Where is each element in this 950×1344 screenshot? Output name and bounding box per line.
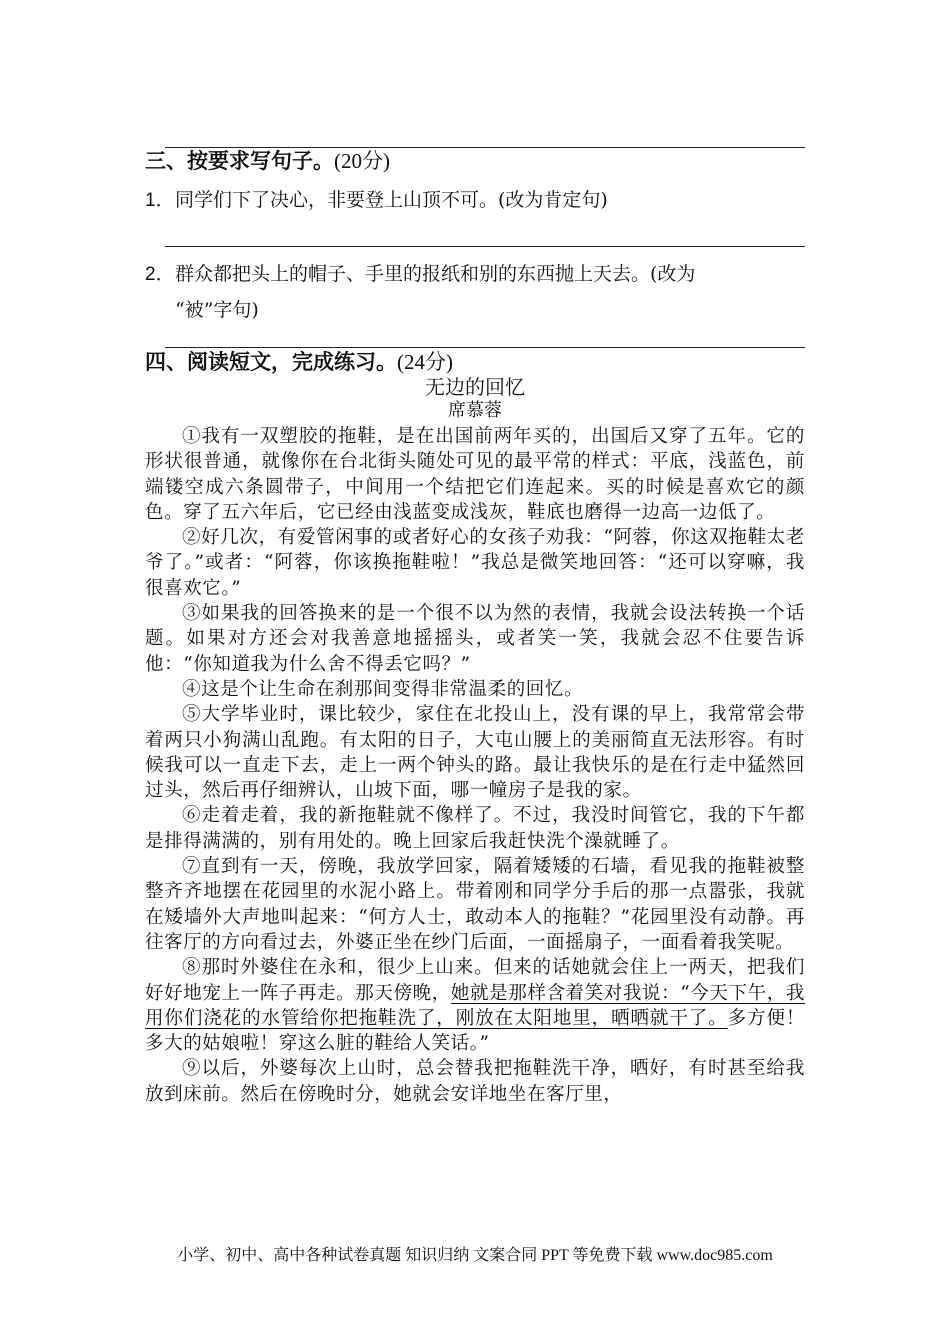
question-1: [145, 186, 608, 215]
paragraph-1: ①我有一双塑胶的拖鞋，是在出国前两年买的，出国后又穿了五年。它的形状很普通，就像你在台北街头随处可见的最平常的样式：平底，浅蓝色，前端镂空成六条圆带子，中间用一个结把它们连起来。买的时候是喜欢它的颜色。穿了五六年后，它已经由浅蓝变成浅灰，鞋底也磨得一边高一边低了。: [145, 426, 805, 523]
question-2-number: 2．: [145, 264, 175, 285]
paragraph-8-underlined-sentence: 她就是那样含着笑对我说：“今天下午，我用你们浇花的水管给你把拖鞋洗了，刚放在太阳地里，晒晒就干了。: [145, 982, 805, 1029]
paragraph-8: [145, 955, 805, 1056]
section-3-heading-text: 三、按要求写句子。: [145, 149, 334, 173]
paragraph-8-text-before: ⑧那时外婆住在永和，很少上山来。但来的话她就会住上一两天，把我们好好地宠上一阵子再走。那天傍晚，: [145, 957, 805, 1004]
section-4-score: (24分): [397, 350, 453, 374]
paragraph-6: ⑥走着走着，我的新拖鞋就不像样了。不过，我没时间管它，我的下午都是排得满满的，别有用处的。晚上回家后我赶快洗个澡就睡了。: [145, 805, 805, 852]
paragraph-7: ⑦直到有一天，傍晚，我放学回家，隔着矮矮的石墙，看见我的拖鞋被整整齐齐地摆在花园里的水泥小路上。带着刚和同学分手后的那一点嚣张，我就在矮墙外大声地叫起来：“何方人士，敢动本人的拖鞋？”花园里没有动静。再往客厅的方向看过去，外婆正坐在纱门后面，一面摇扇子，一面看着我笑呢。: [145, 856, 805, 953]
section-3-score: (20分): [334, 149, 390, 173]
section-4-heading: [145, 348, 453, 376]
section-3-heading: [145, 147, 390, 175]
paragraph-9: ⑨以后，外婆每次上山时，总会替我把拖鞋洗干净，晒好，有时甚至给我放到床前。然后在傍晚时分，她就会安详地坐在客厅里，: [145, 1058, 805, 1105]
passage-author: 席慕蓉: [448, 400, 502, 421]
question-1-text: 同学们下了决心，非要登上山顶不可。(改为肯定句): [175, 189, 608, 211]
question-1-number: 1．: [145, 190, 175, 211]
paragraph-5: ⑤大学毕业时，课比较少，家住在北投山上，没有课的早上，我常常会带着两只小狗满山乱跑。有太阳的日子，大屯山腰上的美丽简直无法形容。有时候我可以一直走下去，走上一两个钟头的路。最让我快乐的是在行走中猛然回过头，然后再仔细辨认，山坡下面，哪一幢房子是我的家。: [145, 704, 805, 802]
page-footer: 小学、初中、高中各种试卷真题 知识归纳 文案合同 PPT 等免费下载 www.doc985.com: [177, 1247, 773, 1264]
passage-body: [145, 424, 805, 1107]
paragraph-4: ④这是个让生命在刹那间变得非常温柔的回忆。: [182, 678, 584, 700]
paragraph-3: ③如果我的回答换来的是一个很不以为然的表情，我就会设法转换一个话题。如果对方还会对我善意地摇摇头，或者笑一笑，我就会忍不住要告诉他：“你知道我为什么舍不得丢它吗？”: [145, 603, 805, 675]
answer-line-question-1: [165, 246, 805, 247]
paragraph-8-text-after: 多方便！多大的姑娘啦！穿这么脏的鞋给人笑话。”: [145, 1007, 805, 1055]
passage-title: 无边的回忆: [425, 375, 525, 399]
question-2: [145, 260, 695, 289]
section-4-heading-text: 四、阅读短文，完成练习。: [145, 350, 397, 374]
question-2-text-continued: “被”字句): [175, 299, 259, 321]
paragraph-2: ②好几次，有爱管闲事的或者好心的女孩子劝我：“阿蓉，你这双拖鞋太老爷了。”或者：“阿蓉，你该换拖鞋啦！”我总是微笑地回答：“还可以穿嘛，我很喜欢它。”: [145, 527, 805, 599]
question-2-text: 群众都把头上的帽子、手里的报纸和别的东西抛上天去。(改为: [175, 263, 696, 285]
